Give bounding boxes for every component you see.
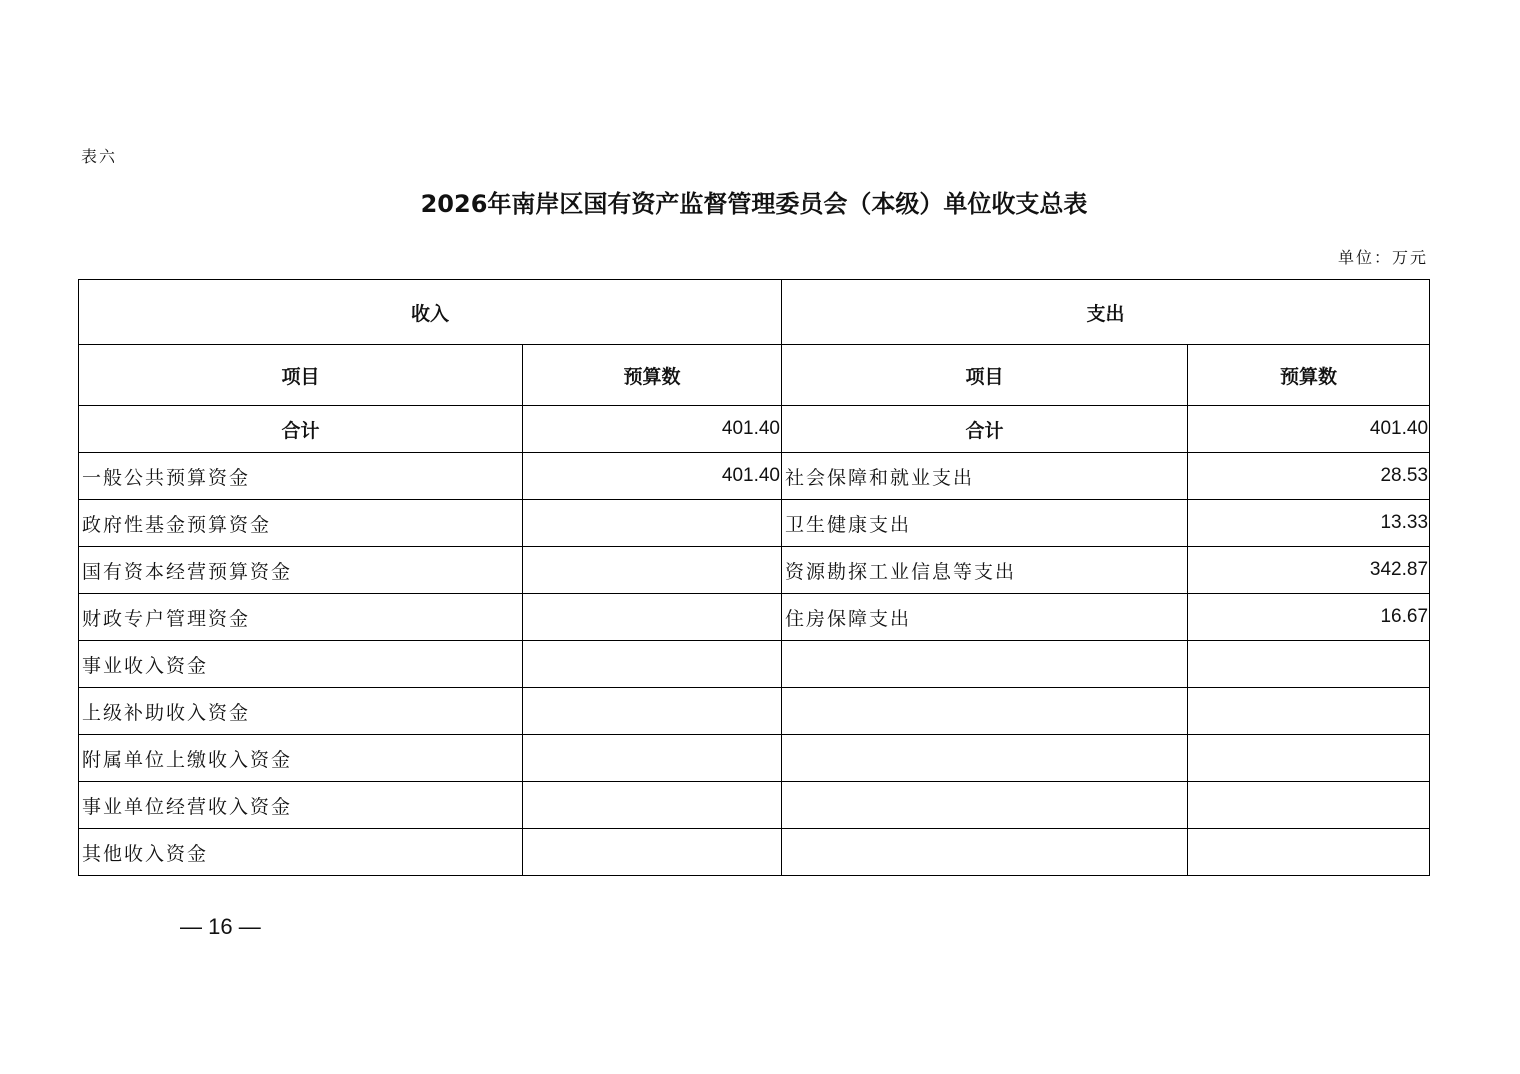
group-header-row bbox=[79, 280, 1430, 345]
income-item-header: 项目 bbox=[79, 345, 523, 406]
table-row bbox=[79, 500, 1430, 547]
expense-amount bbox=[1188, 735, 1430, 782]
table-row bbox=[79, 782, 1430, 829]
table-label: 表六 bbox=[81, 147, 118, 166]
expense-item bbox=[782, 641, 1188, 688]
column-header-row bbox=[79, 345, 1430, 406]
table-row bbox=[79, 453, 1430, 500]
income-total-amount: 401.40 bbox=[523, 406, 782, 453]
expense-amount bbox=[1188, 782, 1430, 829]
income-amount bbox=[523, 829, 782, 876]
expense-amount: 28.53 bbox=[1188, 453, 1430, 500]
table-row bbox=[79, 735, 1430, 782]
expense-total-amount: 401.40 bbox=[1188, 406, 1430, 453]
income-item: 上级补助收入资金 bbox=[79, 688, 523, 735]
income-item: 事业收入资金 bbox=[79, 641, 523, 688]
expense-amount bbox=[1188, 641, 1430, 688]
expense-amount: 13.33 bbox=[1188, 500, 1430, 547]
expense-group-header: 支出 bbox=[782, 280, 1430, 345]
income-item: 一般公共预算资金 bbox=[79, 453, 523, 500]
income-amount bbox=[523, 594, 782, 641]
income-item: 其他收入资金 bbox=[79, 829, 523, 876]
expense-item-header: 项目 bbox=[782, 345, 1188, 406]
income-amount bbox=[523, 641, 782, 688]
table-row bbox=[79, 688, 1430, 735]
expense-item bbox=[782, 782, 1188, 829]
budget-table bbox=[78, 279, 1430, 876]
total-row bbox=[79, 406, 1430, 453]
page-title: 2026年南岸区国有资产监督管理委员会（本级）单位收支总表 bbox=[420, 190, 1088, 218]
income-amount bbox=[523, 688, 782, 735]
expense-item: 社会保障和就业支出 bbox=[782, 453, 1188, 500]
expense-total-label: 合计 bbox=[782, 406, 1188, 453]
income-amount-header: 预算数 bbox=[523, 345, 782, 406]
income-total-label: 合计 bbox=[79, 406, 523, 453]
expense-amount-header: 预算数 bbox=[1188, 345, 1430, 406]
income-item: 国有资本经营预算资金 bbox=[79, 547, 523, 594]
unit-label: 单位：万元 bbox=[1337, 248, 1428, 267]
expense-item: 资源勘探工业信息等支出 bbox=[782, 547, 1188, 594]
expense-amount: 16.67 bbox=[1188, 594, 1430, 641]
income-amount bbox=[523, 500, 782, 547]
income-item: 事业单位经营收入资金 bbox=[79, 782, 523, 829]
expense-amount bbox=[1188, 688, 1430, 735]
expense-item bbox=[782, 688, 1188, 735]
table-row bbox=[79, 829, 1430, 876]
table-row bbox=[79, 641, 1430, 688]
income-item: 财政专户管理资金 bbox=[79, 594, 523, 641]
income-group-header: 收入 bbox=[79, 280, 782, 345]
expense-item bbox=[782, 829, 1188, 876]
income-item: 附属单位上缴收入资金 bbox=[79, 735, 523, 782]
expense-amount bbox=[1188, 829, 1430, 876]
income-amount bbox=[523, 735, 782, 782]
expense-amount: 342.87 bbox=[1188, 547, 1430, 594]
income-item: 政府性基金预算资金 bbox=[79, 500, 523, 547]
expense-item: 住房保障支出 bbox=[782, 594, 1188, 641]
table-row bbox=[79, 547, 1430, 594]
table-row bbox=[79, 594, 1430, 641]
expense-item: 卫生健康支出 bbox=[782, 500, 1188, 547]
income-amount: 401.40 bbox=[523, 453, 782, 500]
income-amount bbox=[523, 547, 782, 594]
expense-item bbox=[782, 735, 1188, 782]
income-amount bbox=[523, 782, 782, 829]
page-number: — 16 — bbox=[180, 914, 261, 939]
